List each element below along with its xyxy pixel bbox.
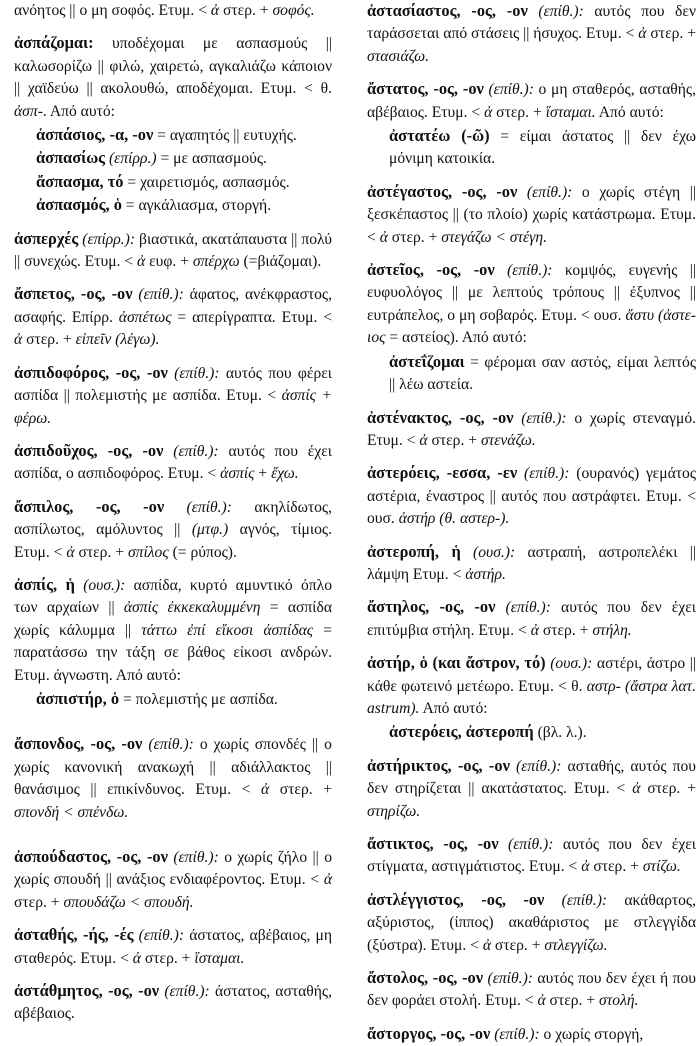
derivative-entry [14,147,332,170]
headword: ἀστεροπή, ἡ [367,541,461,561]
left-column [0,0,350,1038]
entry-definition [367,755,696,823]
italic-text: σπέρχω [192,253,240,271]
italic-text: ἀστήρ. [465,565,506,583]
definition-text: ασταθής, αυτός που δεν στηρίζεται || ακατάστατος. Ετυμ. < [367,757,697,798]
headword: ἀσπερχές [14,228,79,248]
dictionary-entry-astegastos [367,181,696,249]
definition-text: ευφ. + [145,253,193,271]
entry-definition [367,833,696,879]
entry-definition [14,362,332,430]
headword: ἄστολος, -ος, -ον [367,968,484,988]
definition-text: κομψός, ευγενής || ευφυολόγος || με λεπτούς τρόπους || έξυπνος || ευτράπελος, ο μη σοβαρός. Ετυμ. < ουσ. [367,262,697,324]
definition-text: αυτός που δεν έχει στίγματα, αστιγμάτιστος. Ετυμ. < [367,836,697,876]
definition-text: ο χωρίς ζήλο || ο χωρίς σπουδή || ανάξιος ενδιαφέροντος. Ετυμ. < [14,849,333,889]
italic-text: (ουσ.): [74,576,126,594]
entry-definition [14,440,332,486]
italic-text: σπίλος [127,543,169,561]
entry-definition [14,283,332,351]
italic-text: (επίθ.): [494,262,553,280]
definition-text: ο μη σταθερός, ασταθής, αβέβαιος. Ετυμ. < [367,81,696,121]
dictionary-entry-aspazomai [14,32,332,217]
italic-text: ἀσπέτως [118,308,172,326]
italic-text: (επίθ.): [527,3,584,20]
derivatives-list [14,688,332,711]
definition-text: ανόητος || ο μη σοφός. Ετυμ. < [14,2,211,19]
derivative-headword: ἀσπασίως [36,148,106,168]
definition-text: άφατος, ανέκφραστος, ασαφής. Επίρρ. [14,286,332,326]
derivative-entry [14,194,332,217]
italic-text: ἀ [419,431,428,449]
italic-text: (επίθ.): [495,599,551,617]
entry-definition [367,407,696,453]
entry-definition [367,0,696,68]
italic-text: ἀσπίς + φέρω. [14,387,332,427]
definition-text: = αστείος). Από αυτό: [385,329,527,347]
derivative-entry [14,688,332,711]
italic-text: ἵσταμαι. [545,103,596,121]
definition-text: στερ. + [140,949,195,967]
dictionary-entry-aspoudastos [14,846,332,914]
definition-text: στερ. + [589,858,643,876]
entry-definition [367,967,696,1013]
headword: ἀστερόεις, -εσσα, -εν [367,463,518,483]
definition-text: αυτός που δεν έχει ή που δεν φοράει στολή. Ετυμ. < [367,970,697,1010]
italic-text: (επίθ.): [483,970,533,988]
italic-text: ἀ [537,992,546,1010]
derivative-headword: ἀστερόεις, ἀστεροπή [389,722,534,742]
dictionary-entry-asteropi [367,541,696,587]
italic-text: ἀ [482,936,492,954]
italic-text: ἄστυ (ἀστε-ιος [367,306,696,347]
definition-text: βιαστικά, ακατάπαυστα || πολύ || συνεχώς. Ετυμ. < [14,230,332,271]
definition-text: αυτός που δεν ταράσσεται από στάσεις || ήσυχος. Ετυμ. < [367,3,697,43]
italic-text: (επίθ.): [164,498,232,516]
dictionary-entry-aspondos [14,733,332,824]
definition-text: στερ. + [14,893,64,911]
dictionary-entry-astathmitos [14,980,332,1026]
italic-text: (επίθ.): [159,983,210,1001]
derivative-headword: ἀστεΐζομαι [389,351,465,371]
definition-text: (= ρύπος). [168,543,237,561]
italic-text: ἀσπίς ἐκκεκαλυμμένη [123,599,261,617]
italic-text: αστρ- (ἄστρα λατ. astrum). [367,677,696,717]
italic-text: ἀ [638,25,647,43]
entry-definition [367,181,696,249]
italic-text: (επίθ.): [483,81,534,99]
definition-text: στερ. + [269,781,332,799]
dictionary-entry-astilos [367,596,696,642]
dictionary-entry-astiktos [367,833,696,879]
dictionary-entry-asperches [14,228,332,274]
italic-text: ἀ [137,253,146,271]
entry-definition [14,32,332,123]
derivative-headword: ἀσπιστήρ, ὁ [36,688,120,708]
entry-definition [14,0,332,22]
italic-text: ἀ [632,780,641,798]
definition-text: Από αυτό: [419,699,488,717]
derivatives-list [367,721,696,744]
derivative-headword: ἀσπάσιος, -α, -ον [36,125,154,145]
dictionary-entry-astorgos [367,1023,696,1046]
dictionary-entry-aspilos [14,496,332,564]
entry-definition [367,652,696,720]
italic-text: (ουσ.): [545,655,593,673]
italic-text: ἀ [581,858,590,876]
italic-text: (επίθ.): [498,836,554,853]
italic-text: (επίθ.): [167,364,220,382]
dictionary-entry-astasiastos [367,0,696,68]
entry-definition [14,574,332,687]
definition-text: αυτός που φέρει ασπίδα || πολεμιστής με ασπίδα. Ετυμ. < [14,364,332,405]
entry-definition [367,1023,696,1046]
italic-text: (επίθ.): [142,736,194,754]
dictionary-entry-asteroeis [367,462,696,530]
definition-text: στερ. + [538,621,593,639]
dictionary-entry-aspetos [14,283,332,351]
headword: ἀστεῖος, -ος, -ον [367,260,495,280]
definition-text: = πολεμιστής με ασπίδα. [119,690,278,708]
definition-text: στερ. + [387,228,442,246]
headword: ἀσπάζομαι: [14,33,94,53]
headword: ἄστοργος, -ος, -ον [367,1023,491,1043]
entry-definition [367,889,696,957]
definition-text: = παρατάσσω την τάξη σε βάθος είκοσι ανδρών. Ετυμ. άγνωστη. Από αυτό: [14,621,332,684]
dictionary-entry-asteios [367,259,696,396]
derivative-entry [14,171,332,194]
italic-text: (επίθ.): [517,465,570,483]
headword: ἄσπιλος, -ος, -ον [14,496,165,516]
definition-text: αυτός που δεν έχει επιτύμβια στήλη. Ετυμ. < [367,599,697,639]
definition-text: = είμαι άστατος || δεν έχω μόνιμη κατοικία. [389,128,696,168]
definition-text: ο χωρίς στεναγμό. Ετυμ. < [367,409,697,449]
definition-text: στερ. + [545,992,600,1010]
headword: ἄστατος, -ος, -ον [367,79,484,99]
headword: ἄσπετος, -ος, -ον [14,284,133,304]
definition-text: ο χωρίς στέγη || ξεσκέπαστος || (το πλοίο) χωρίς κατάστρωμα. Ετυμ. < [367,183,696,246]
headword: ἀσπιδοφόρος, -ος, -ον [14,362,168,382]
entry-definition [367,541,696,587]
entry-definition [14,228,332,274]
italic-text: (επίθ.): [132,286,184,304]
italic-text: (επίθ.): [517,183,573,201]
italic-text: σπουδάζω < σπουδή. [63,893,194,911]
italic-text: (επίρρ.): [78,230,136,248]
entry-definition [14,496,332,564]
italic-text: στίζω. [642,858,681,876]
definition-text: στερ. + [74,543,128,561]
italic-text: ἀ [379,228,388,246]
dictionary-entry-astlengistos [367,889,696,957]
italic-text: ἀ [132,949,141,967]
headword: ἀσπιδοῦχος, -ος, -ον [14,440,164,460]
italic-text: σπονδή < σπένδω. [14,803,129,821]
definition-text: αγνός, τίμιος. Ετυμ. < [14,521,332,561]
italic-text: (επίρρ.) [105,150,157,168]
dictionary-entry-astolos [367,967,696,1013]
definition-text: = αγαπητός || ευτυχής. [153,127,297,145]
headword: ἀστλέγγιστος, -ος, -ον [367,889,545,909]
definition-text: = χαιρετισμός, ασπασμός. [123,173,290,191]
dictionary-entry-astenaktos [367,407,696,453]
italic-text: στεγάζω < στέγη. [441,228,547,246]
italic-text: ἀσπ- [14,102,43,120]
definition-text: αστέρι, άστρο || κάθε φωτεινό μετέωρο. Ετυμ. < θ. [367,655,696,695]
definition-text: αστραπή, αστροπελέκι || λάμψη Ετυμ. < [367,543,696,583]
italic-text: στενάζω. [480,431,536,449]
italic-text: τάττω ἐπί εἴκοσι ἀσπίδας [141,621,314,639]
derivative-entry [14,124,332,147]
definition-text: ο χωρίς στοργή, [539,1025,644,1043]
dictionary-entry-aspidoforos [14,362,332,430]
dictionary-entry-aspis [14,574,332,711]
italic-text: στασιάζω. [367,47,429,65]
italic-text: ἀ [261,781,270,799]
definition-text: ακηλίδωτος, ασπίλωτος, αμόλυντος || [14,498,332,539]
entry-definition [14,980,332,1026]
definition-text: ο χωρίς σπονδές || ο χωρίς κανονική ανακωχή || αδιάλλακτος || θανάσιμος || επικίνδυνος. Ετυμ. < [14,736,332,799]
italic-text: (επίθ.): [167,849,219,866]
definition-text: = ασπίδα χωρίς κάλυμμα || [14,599,332,639]
headword: ἀσπούδαστος, -ος, -ον [14,847,168,866]
definition-text: στερ. + [491,936,545,954]
italic-text: στήλη. [592,621,632,639]
dictionary-entry-astiriktos [367,755,696,823]
entry-definition [367,596,696,642]
headword: ἀσπίς, ἡ [14,574,75,594]
italic-text: (επίθ.): [513,409,567,427]
definition-text: = με ασπασμούς. [156,150,267,168]
derivative-entry [367,721,696,744]
italic-text: εἰπεῖν (λέγω). [75,331,160,349]
entry-definition [367,78,696,124]
italic-text: στολή. [599,992,639,1010]
entry-definition [367,462,696,530]
derivatives-list [367,125,696,171]
dictionary-entry-astir [367,652,696,745]
definition-text: (ουρανός) γεμάτος αστέρια, έναστρος || αυτός που αστράφτει. Ετυμ. < ουσ. [367,465,696,528]
definition-text: (=βιάζομαι). [239,253,322,271]
italic-text: ἵσταμαι. [194,949,245,967]
derivative-headword: ἀσπασμός, ὁ [36,195,122,215]
italic-text: ἀ [484,103,493,121]
derivative-headword: ἄσπασμα, τό [36,171,124,191]
definition-text: άστατος, αβέβαιος, μη σταθερός. Ετυμ. < [14,927,333,967]
headword: ἀστέγαστος, -ος, -ον [367,181,518,201]
definition-text: = απερίγραπτα. Ετυμ. < [171,308,333,326]
headword: ἀστήρικτος, -ος, -ον [367,755,510,775]
definition-text: ακάθαρτος, αξύριστος, (ίππος) ακαθάριστος με στλεγγίδα (ξύστρα). Ετυμ. < [367,891,696,954]
italic-text: ἀστήρ (θ. αστερ-). [398,510,510,528]
italic-text: ἀ [530,621,539,639]
right-column [350,0,700,1043]
italic-text: ἀ [210,2,220,19]
derivatives-list [14,124,332,218]
italic-text: ἀσπίς [220,465,255,483]
definition-text: = φέρομαι σαν αστός, είμαι λεπτός || λέω αστεία. [389,353,696,394]
italic-text: στηρίζω. [367,802,421,820]
italic-text: (επίθ.): [133,927,185,945]
derivatives-list [367,351,696,397]
definition-text: στερ. + [646,25,696,43]
italic-text: ἔχω. [271,465,299,483]
derivative-entry [367,351,696,397]
derivative-headword: ἀστατέω (-ῶ) [389,126,490,146]
definition-text: = αγκάλιασμα, στοργή. [121,197,272,215]
headword: ἀσταθής, -ής, -ές [14,925,134,945]
headword: ἄστικτος, -ος, -ον [367,834,499,853]
italic-text: ἀ [14,331,23,349]
definition-text: αυτός που έχει ασπίδα, ο ασπιδοφόρος. Ετυμ. < [14,442,333,483]
italic-text: (επίθ.): [544,891,608,909]
headword: ἀστένακτος, -ος, -ον [367,407,514,427]
definition-text: (βλ. λ.). [533,724,587,742]
headword: ἄσπονδος, -ος, -ον [14,734,143,754]
dictionary-entry-astathis [14,924,332,970]
dictionary-entry-aspidouchos [14,440,332,486]
headword: ἀστάθμητος, -ος, -ον [14,981,160,1001]
italic-text: (επίθ.): [163,442,219,460]
definition-text: . Από αυτό: [42,102,115,120]
definition-text: Από αυτό: [595,103,664,121]
italic-text: (μτφ.) [191,521,229,539]
italic-text: σοφός. [272,2,315,19]
definition-text: στερ. + [427,431,481,449]
definition-text: υποδέχομαι με ασπασμούς || καλωσορίζω || φιλώ, χαιρετώ, αγκαλιάζω κάποιον || χαϊδεύω || ακολουθώ, αποδέχομαι. Ετυμ. < θ. [14,35,332,98]
entry-definition [14,733,332,824]
definition-text: ασπίδα, κυρτό αμυντικό όπλο των αρχαίων || [14,576,332,617]
definition-text: + [254,465,272,483]
italic-text: (ουσ.): [460,543,516,561]
definition-text: στερ. + [22,331,76,349]
dictionary-entry-astatos [367,78,696,171]
entry-definition [14,924,332,970]
definition-text: στερ. + [492,103,546,121]
italic-text: (επίθ.): [490,1025,540,1043]
entry-definition [14,846,332,914]
definition-text: στερ. + [640,780,696,798]
definition-text: στερ. + [219,2,273,19]
italic-text: στλεγγίζω. [544,936,608,954]
headword: ἀστασίαστος, -ος, -ον [367,1,528,20]
headword: ἀστήρ, ὁ (και ἄστρον, τό) [367,653,546,673]
entry-definition [367,259,696,350]
derivative-entry [367,125,696,171]
definition-text: άστατος, ασταθής, αβέβαιος. [14,983,332,1023]
italic-text: ἀ [323,871,332,889]
italic-text: ἀ [66,543,75,561]
dictionary-entry-anoitos-cont [14,0,332,22]
headword: ἄστηλος, -ος, -ον [367,597,496,617]
italic-text: (επίθ.): [509,757,562,775]
